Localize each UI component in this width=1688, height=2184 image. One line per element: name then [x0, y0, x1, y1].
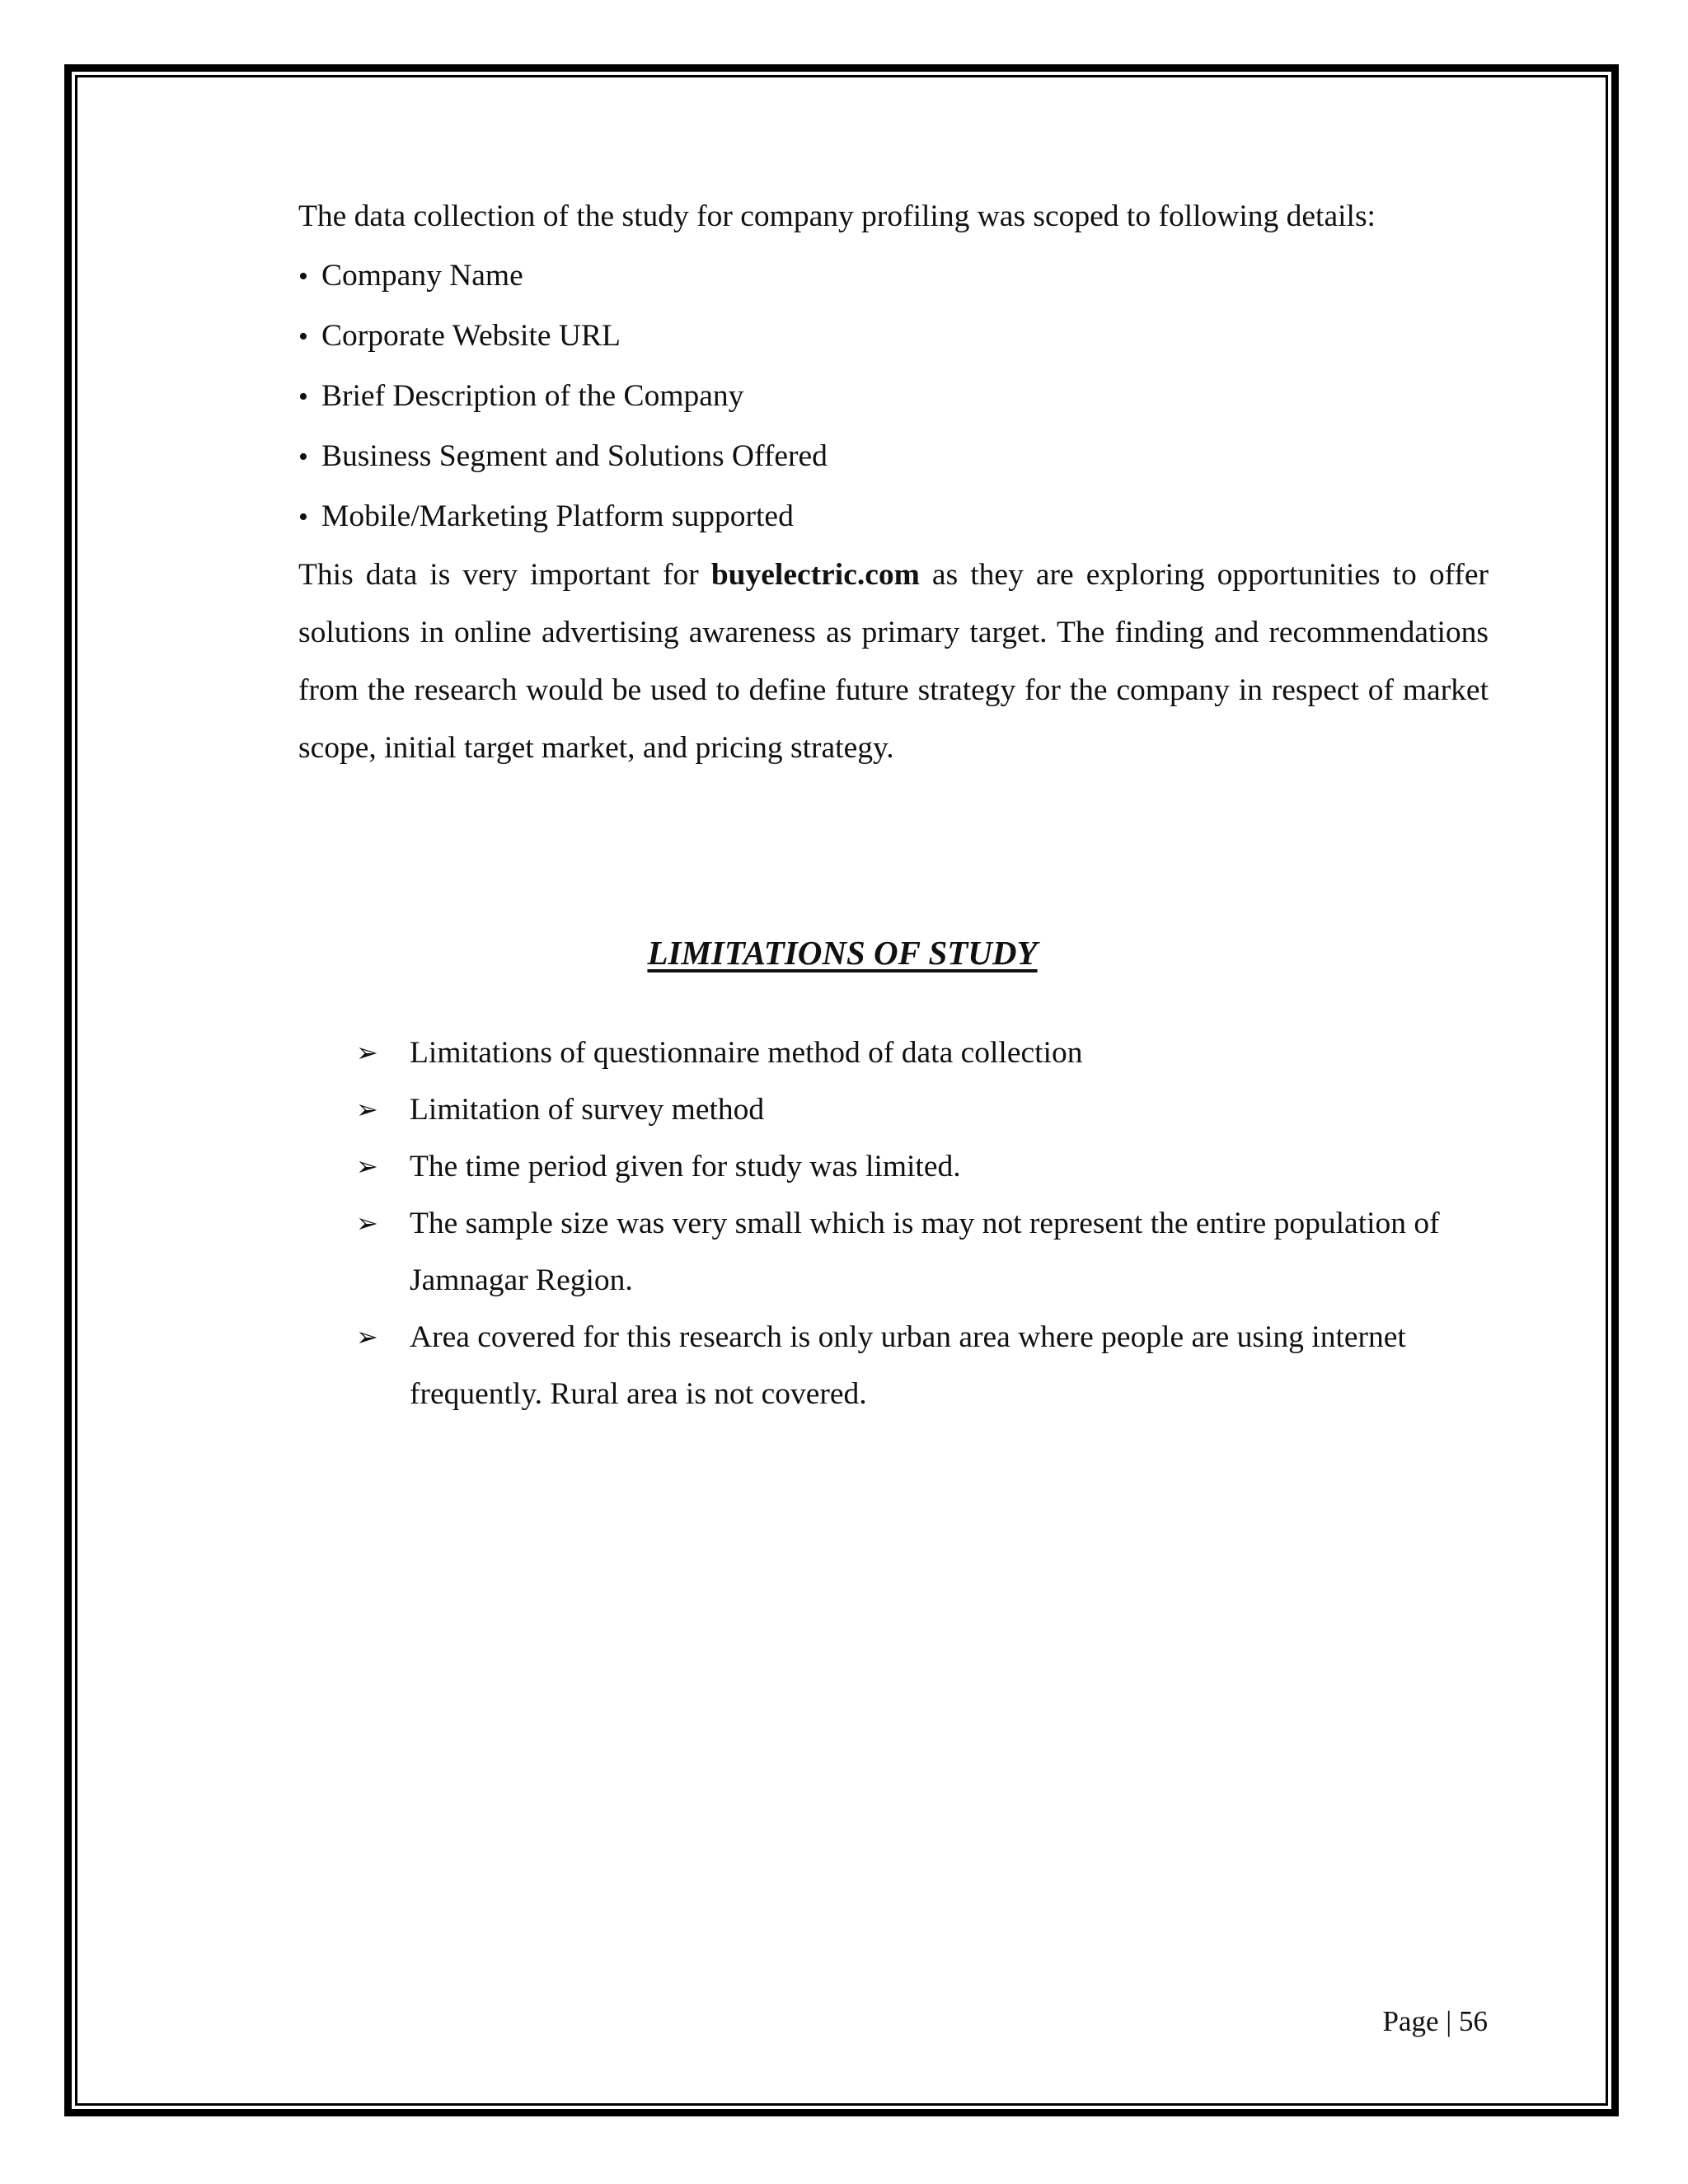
- bullet-icon: •: [298, 261, 308, 292]
- list-item-text: Mobile/Marketing Platform supported: [321, 499, 794, 533]
- limitations-list: [356, 1024, 1490, 1422]
- list-item-text: Business Segment and Solutions Offered: [321, 439, 828, 473]
- list-item-text: Brief Description of the Company: [321, 379, 744, 413]
- document-body: [298, 188, 1489, 777]
- bullet-icon: •: [298, 382, 308, 412]
- list-item: [298, 486, 1489, 546]
- section-heading: LIMITATIONS OF STUDY: [647, 934, 1038, 972]
- list-item-text: Area covered for this research is only urban area where people are using internet frequently. Rural area is not covered.: [410, 1320, 1406, 1411]
- arrow-bullet-icon: ➢: [356, 1037, 378, 1068]
- page-number: Page | 56: [1382, 2005, 1488, 2037]
- arrow-bullet-icon: ➢: [356, 1207, 378, 1239]
- list-item-text: The sample size was very small which is may not represent the entire population of Jamnagar Region.: [410, 1207, 1440, 1297]
- list-item: [356, 1024, 1490, 1081]
- list-item: [298, 366, 1489, 426]
- list-item: [298, 426, 1489, 486]
- intro-text: The data collection of the study for company profiling was scoped to following details:: [298, 199, 1376, 233]
- list-item-text: Limitation of survey method: [410, 1093, 765, 1127]
- bullet-icon: •: [298, 502, 308, 532]
- list-item: [356, 1309, 1490, 1422]
- list-item: [298, 246, 1489, 306]
- list-item-text: The time period given for study was limited.: [410, 1150, 961, 1183]
- arrow-bullet-icon: ➢: [356, 1094, 378, 1125]
- bullet-icon: •: [298, 442, 308, 472]
- paragraph-text-end: as they are exploring opportunities to offer solutions in online advertising awareness as primary target. The finding and recommendations from the research would be used to define future strategy for the company in respect of market scope, initial target market, and pricing strategy.: [298, 558, 1489, 765]
- list-item-text: Limitations of questionnaire method of data collection: [410, 1036, 1083, 1070]
- list-item-text: Company Name: [321, 259, 523, 293]
- arrow-bullet-icon: ➢: [356, 1321, 378, 1352]
- importance-paragraph: [298, 546, 1489, 777]
- list-item-text: Corporate Website URL: [321, 319, 621, 353]
- bullet-icon: •: [298, 321, 308, 352]
- list-item: [356, 1081, 1490, 1138]
- list-item: [298, 306, 1489, 366]
- paragraph-text-start: This data is very important for: [298, 558, 711, 592]
- list-item: [356, 1195, 1490, 1309]
- details-list: [298, 246, 1489, 546]
- list-item: [356, 1138, 1490, 1195]
- arrow-bullet-icon: ➢: [356, 1151, 378, 1182]
- company-domain: buyelectric.com: [710, 558, 920, 592]
